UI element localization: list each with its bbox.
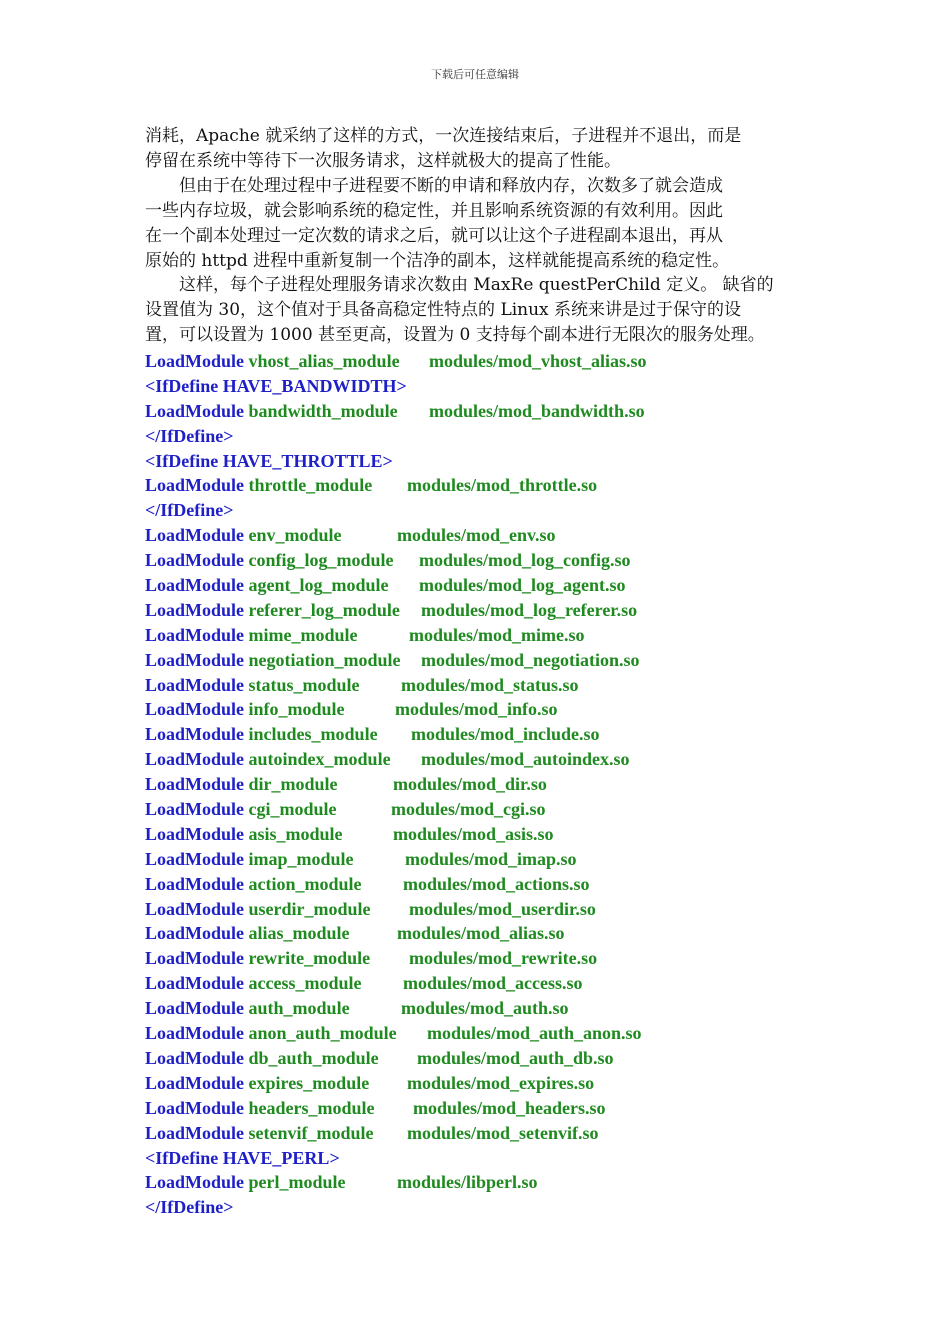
module-path: modules/mod_auth_anon.so xyxy=(427,1023,642,1044)
directive-keyword: LoadModule xyxy=(145,1072,249,1093)
paragraph-line: 置，可以设置为 1000 甚至更高，设置为 0 支持每个副本进行无限次的服务处理。 xyxy=(145,324,765,345)
loadmodule-line xyxy=(145,523,845,548)
directive-keyword: LoadModule xyxy=(145,1023,249,1044)
ifdefine-tag: <IfDefine xyxy=(145,1147,223,1168)
module-name: imap_module xyxy=(248,848,354,869)
loadmodule-line xyxy=(145,797,845,822)
module-path: modules/mod_imap.so xyxy=(405,848,577,869)
directive-keyword: LoadModule xyxy=(145,774,249,795)
directive-keyword: LoadModule xyxy=(145,1172,249,1193)
module-path: modules/mod_headers.so xyxy=(413,1097,606,1118)
module-path: modules/mod_env.so xyxy=(397,525,556,546)
paragraph-line: 原始的 httpd 进程中重新复制一个洁净的副本，这样就能提高系统的稳定性。 xyxy=(145,250,730,271)
directive-keyword: LoadModule xyxy=(145,848,249,869)
loadmodule-line xyxy=(145,747,845,772)
directive-keyword: LoadModule xyxy=(145,674,249,695)
module-path: modules/mod_actions.so xyxy=(403,873,590,894)
directive-keyword: LoadModule xyxy=(145,1097,249,1118)
module-name: anon_auth_module xyxy=(248,1023,397,1044)
module-name: headers_module xyxy=(248,1097,375,1118)
module-path: modules/mod_negotiation.so xyxy=(421,649,640,670)
module-path: modules/mod_expires.so xyxy=(407,1072,595,1093)
loadmodule-line xyxy=(145,946,845,971)
module-path: modules/mod_log_agent.so xyxy=(419,575,626,596)
loadmodule-line xyxy=(145,772,845,797)
loadmodule-line xyxy=(145,822,845,847)
module-name: vhost_alias_module xyxy=(248,351,400,371)
define-name: HAVE_PERL> xyxy=(222,1147,340,1168)
loadmodule-line xyxy=(145,1046,845,1071)
loadmodule-line xyxy=(145,1021,845,1046)
ifdefine-line xyxy=(145,424,845,449)
module-path: modules/mod_throttle.so xyxy=(407,475,598,496)
directive-keyword: LoadModule xyxy=(145,973,249,994)
module-name: info_module xyxy=(248,699,345,720)
module-name: alias_module xyxy=(248,923,350,944)
module-path: modules/mod_status.so xyxy=(401,674,579,695)
loadmodule-line xyxy=(145,598,845,623)
loadmodule-line xyxy=(145,673,845,698)
module-path: modules/libperl.so xyxy=(397,1172,538,1193)
page-header: 下载后可任意编辑 xyxy=(431,68,519,81)
module-name: userdir_module xyxy=(248,898,371,919)
paragraph-line: 但由于在处理过程中子进程要不断的申请和释放内存，次数多了就会造成 xyxy=(179,176,723,196)
loadmodule-line xyxy=(145,573,845,598)
module-name: asis_module xyxy=(248,823,343,844)
module-name: rewrite_module xyxy=(248,948,371,969)
module-path: modules/mod_asis.so xyxy=(393,823,554,844)
paragraph-line: 消耗，Apache 就采纳了这样的方式，一次连接结束后，子进程并不退出，而是 xyxy=(145,126,742,146)
directive-keyword: LoadModule xyxy=(145,1047,249,1068)
directive-keyword: LoadModule xyxy=(145,948,249,969)
ifdefine-line xyxy=(145,1195,845,1220)
loadmodule-line xyxy=(145,1170,845,1195)
module-name: referer_log_module xyxy=(248,599,400,620)
module-path: modules/mod_auth.so xyxy=(401,998,569,1019)
ifdefine-tag: <IfDefine xyxy=(145,450,223,471)
module-path: modules/mod_vhost_alias.so xyxy=(429,351,647,371)
loadmodule-line xyxy=(145,648,845,673)
directive-keyword: LoadModule xyxy=(145,624,249,645)
module-name: setenvif_module xyxy=(248,1122,374,1143)
directive-keyword: LoadModule xyxy=(145,599,249,620)
module-path: modules/mod_info.so xyxy=(395,699,558,720)
module-name: includes_module xyxy=(248,724,378,745)
module-name: negotiation_module xyxy=(248,649,401,670)
ifdefine-tag: </IfDefine> xyxy=(145,425,234,446)
loadmodule-line xyxy=(145,697,845,722)
paragraph xyxy=(145,174,815,274)
paragraph xyxy=(145,124,815,174)
module-path: modules/mod_auth_db.so xyxy=(417,1047,614,1068)
ifdefine-line xyxy=(145,498,845,523)
directive-keyword: LoadModule xyxy=(145,649,249,670)
ifdefine-line xyxy=(145,449,845,474)
module-path: modules/mod_access.so xyxy=(403,973,583,994)
directive-keyword: LoadModule xyxy=(145,873,249,894)
module-name: env_module xyxy=(248,525,342,546)
directive-keyword: LoadModule xyxy=(145,575,249,596)
loadmodule-line xyxy=(145,872,845,897)
module-name: expires_module xyxy=(248,1072,370,1093)
ifdefine-tag: <IfDefine xyxy=(145,375,223,396)
module-path: modules/mod_setenvif.so xyxy=(407,1122,599,1143)
loadmodule-line xyxy=(145,921,845,946)
code-listing xyxy=(145,349,845,1220)
directive-keyword: LoadModule xyxy=(145,400,249,421)
module-name: perl_module xyxy=(248,1172,346,1193)
paragraph-line: 这样，每个子进程处理服务请求次数由 MaxRe questPerChild 定义。 缺省的 xyxy=(179,275,774,295)
module-name: mime_module xyxy=(248,624,358,645)
module-name: db_auth_module xyxy=(248,1047,379,1068)
ifdefine-tag: </IfDefine> xyxy=(145,1197,234,1218)
loadmodule-line xyxy=(145,623,845,648)
paragraph-line: 停留在系统中等待下一次服务请求，这样就极大的提高了性能。 xyxy=(145,150,621,171)
loadmodule-line xyxy=(145,473,845,498)
module-name: cgi_module xyxy=(248,799,337,820)
module-path: modules/mod_cgi.so xyxy=(391,799,546,820)
directive-keyword: LoadModule xyxy=(145,475,249,496)
loadmodule-line xyxy=(145,722,845,747)
module-path: modules/mod_include.so xyxy=(411,724,600,745)
define-name: HAVE_THROTTLE> xyxy=(222,450,393,471)
module-name: agent_log_module xyxy=(248,575,389,596)
loadmodule-line xyxy=(145,847,845,872)
directive-keyword: LoadModule xyxy=(145,823,249,844)
paragraph-line: 在一个副本处理过一定次数的请求之后，就可以让这个子进程副本退出，再从 xyxy=(145,225,723,246)
module-name: bandwidth_module xyxy=(248,400,398,421)
loadmodule-line xyxy=(145,399,845,424)
module-path: modules/mod_autoindex.so xyxy=(421,749,630,770)
module-path: modules/mod_log_config.so xyxy=(419,550,631,571)
directive-keyword: LoadModule xyxy=(145,351,249,371)
module-path: modules/mod_alias.so xyxy=(397,923,565,944)
module-path: modules/mod_log_referer.so xyxy=(421,599,638,620)
directive-keyword: LoadModule xyxy=(145,898,249,919)
directive-keyword: LoadModule xyxy=(145,525,249,546)
directive-keyword: LoadModule xyxy=(145,699,249,720)
loadmodule-line xyxy=(145,1071,845,1096)
loadmodule-line xyxy=(145,349,845,374)
loadmodule-line xyxy=(145,1121,845,1146)
module-name: access_module xyxy=(248,973,362,994)
paragraph xyxy=(145,273,815,348)
module-name: auth_module xyxy=(248,998,350,1019)
module-name: throttle_module xyxy=(248,475,373,496)
module-name: action_module xyxy=(248,873,362,894)
ifdefine-line xyxy=(145,1146,845,1171)
module-name: config_log_module xyxy=(248,550,394,571)
loadmodule-line xyxy=(145,1096,845,1121)
directive-keyword: LoadModule xyxy=(145,749,249,770)
module-name: autoindex_module xyxy=(248,749,391,770)
paragraph-line: 一些内存垃圾，就会影响系统的稳定性，并且影响系统资源的有效利用。因此 xyxy=(145,200,723,221)
directive-keyword: LoadModule xyxy=(145,998,249,1019)
ifdefine-tag: </IfDefine> xyxy=(145,500,234,521)
module-path: modules/mod_bandwidth.so xyxy=(429,400,645,421)
directive-keyword: LoadModule xyxy=(145,799,249,820)
directive-keyword: LoadModule xyxy=(145,724,249,745)
directive-keyword: LoadModule xyxy=(145,550,249,571)
paragraph-line: 设置值为 30，这个值对于具备高稳定性特点的 Linux 系统来讲是过于保守的设 xyxy=(145,299,742,320)
loadmodule-line xyxy=(145,897,845,922)
module-name: status_module xyxy=(248,674,360,695)
module-path: modules/mod_mime.so xyxy=(409,624,585,645)
module-path: modules/mod_userdir.so xyxy=(409,898,596,919)
define-name: HAVE_BANDWIDTH> xyxy=(222,375,407,396)
ifdefine-line xyxy=(145,374,845,399)
loadmodule-line xyxy=(145,996,845,1021)
module-path: modules/mod_rewrite.so xyxy=(409,948,598,969)
directive-keyword: LoadModule xyxy=(145,923,249,944)
module-name: dir_module xyxy=(248,774,338,795)
loadmodule-line xyxy=(145,548,845,573)
loadmodule-line xyxy=(145,971,845,996)
module-path: modules/mod_dir.so xyxy=(393,774,547,795)
directive-keyword: LoadModule xyxy=(145,1122,249,1143)
